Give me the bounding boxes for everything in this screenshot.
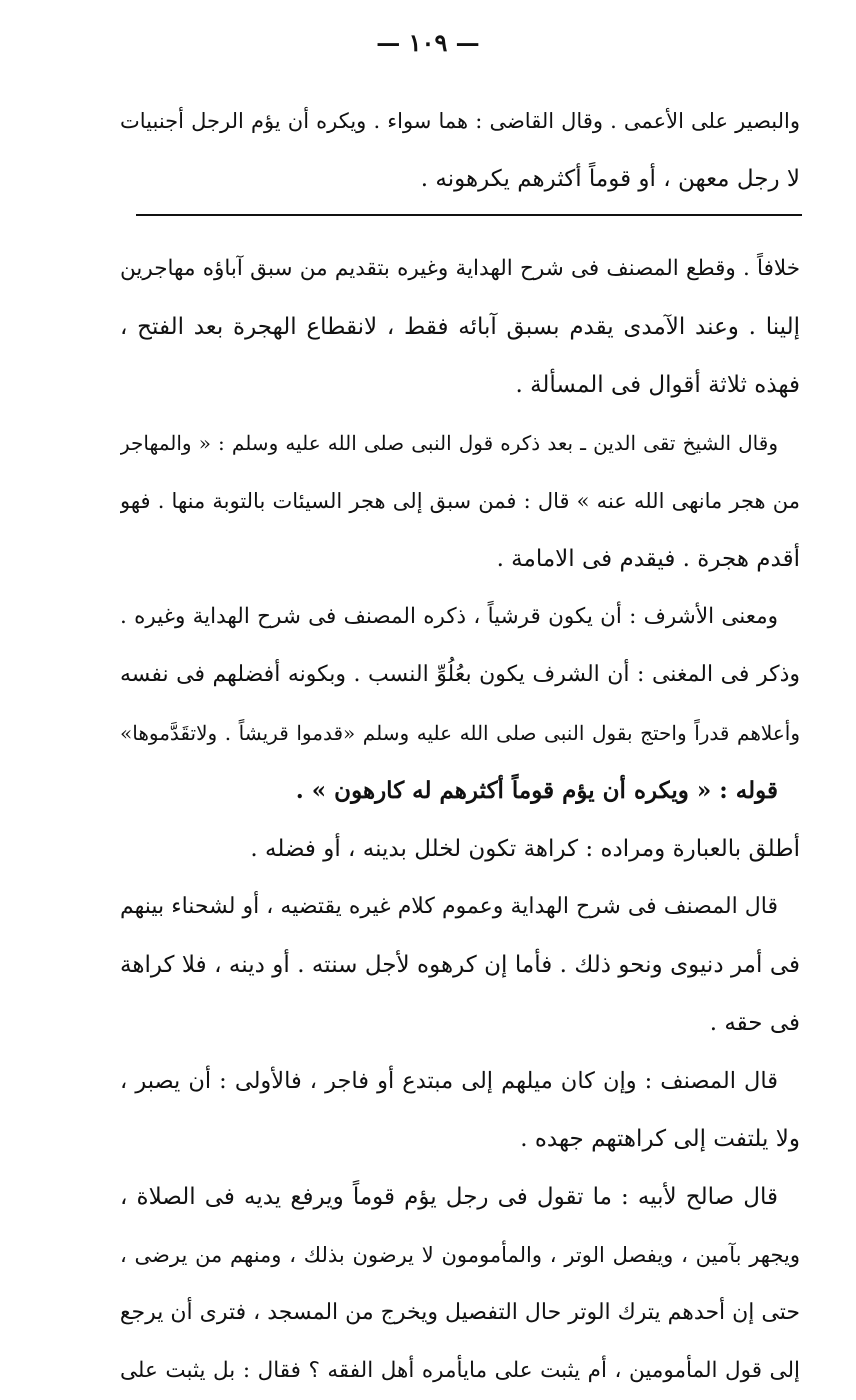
text-line: من هجر مانهى الله عنه » قال : فمن سبق إلى هجر السيئات بالتوبة منها . فهو — [120, 489, 800, 513]
text-line: قال صالح لأبيه : ما تقول فى رجل يؤم قوماً ويرفع يديه فى الصلاة ، — [120, 1184, 778, 1210]
text-line: ويجهر بآمين ، ويفصل الوتر ، والمأمومون لا يرضون بذلك ، ومنهم من يرضى ، — [120, 1243, 800, 1267]
commentary-text — [120, 240, 800, 1400]
page-number: — ١٠٩ — — [376, 28, 480, 57]
text-line: إلى قول المأمومين ، أم يثبت على مايأمره أهل الفقه ؟ فقال : بل يثبت على — [120, 1358, 800, 1383]
text-line: لا رجل معهن ، أو قوماً أكثرهم يكرهونه . — [420, 166, 800, 192]
text-line: وأعلاهم قدراً واحتج بقول النبى صلى الله عليه وسلم «قدموا قريشاً . ولاتقَدَّموها» — [120, 721, 800, 745]
text-line: ومعنى الأشرف : أن يكون قرشياً ، ذكره المصنف فى شرح الهداية وغيره . — [120, 604, 778, 629]
text-line: قال المصنف فى شرح الهداية وعموم كلام غيره يقتضيه ، أو لشحناء بينهم — [120, 894, 778, 919]
text-line: فى حقه . — [709, 1010, 800, 1036]
main-text-top — [120, 92, 800, 208]
text-line: فى أمر دنيوى ونحو ذلك . فأما إن كرهوه لأجل سنته . أو دينه ، فلا كراهة — [120, 952, 800, 978]
text-line: إلينا . وعند الآمدى يقدم بسبق آبائه فقط ، لانقطاع الهجرة بعد الفتح ، — [120, 314, 800, 340]
text-line: فهذه ثلاثة أقوال فى المسألة . — [515, 372, 800, 398]
footnote-separator-rule — [136, 214, 802, 216]
text-line: وذكر فى المغنى : أن الشرف يكون بعُلُوِّ النسب . وبكونه أفضلهم فى نفسه — [120, 662, 800, 687]
text-line: والبصير على الأعمى . وقال القاضى : هما سواء . ويكره أن يؤم الرجل أجنبيات — [120, 109, 800, 133]
text-line: أطلق بالعبارة ومراده : كراهة تكون لخلل بدينه ، أو فضله . — [250, 836, 800, 862]
text-line: قال المصنف : وإن كان ميلهم إلى مبتدع أو فاجر ، فالأولى : أن يصبر ، — [120, 1068, 778, 1094]
text-line: وقال الشيخ تقى الدين ـ بعد ذكره قول النبى صلى الله عليه وسلم : « والمهاجر — [120, 431, 778, 455]
text-line: أقدم هجرة . فيقدم فى الامامة . — [496, 546, 800, 572]
text-line: حتى إن أحدهم يترك الوتر حال التفصيل ويخرج من المسجد ، فترى أن يرجع — [120, 1300, 800, 1325]
text-line: قوله : « ويكره أن يؤم قوماً أكثرهم له كارهون » . — [295, 777, 778, 804]
text-line: خلافاً . وقطع المصنف فى شرح الهداية وغيره بتقديم من سبق آباؤه مهاجرين — [120, 256, 800, 281]
text-line: ولا يلتفت إلى كراهتهم جهده . — [520, 1126, 800, 1152]
